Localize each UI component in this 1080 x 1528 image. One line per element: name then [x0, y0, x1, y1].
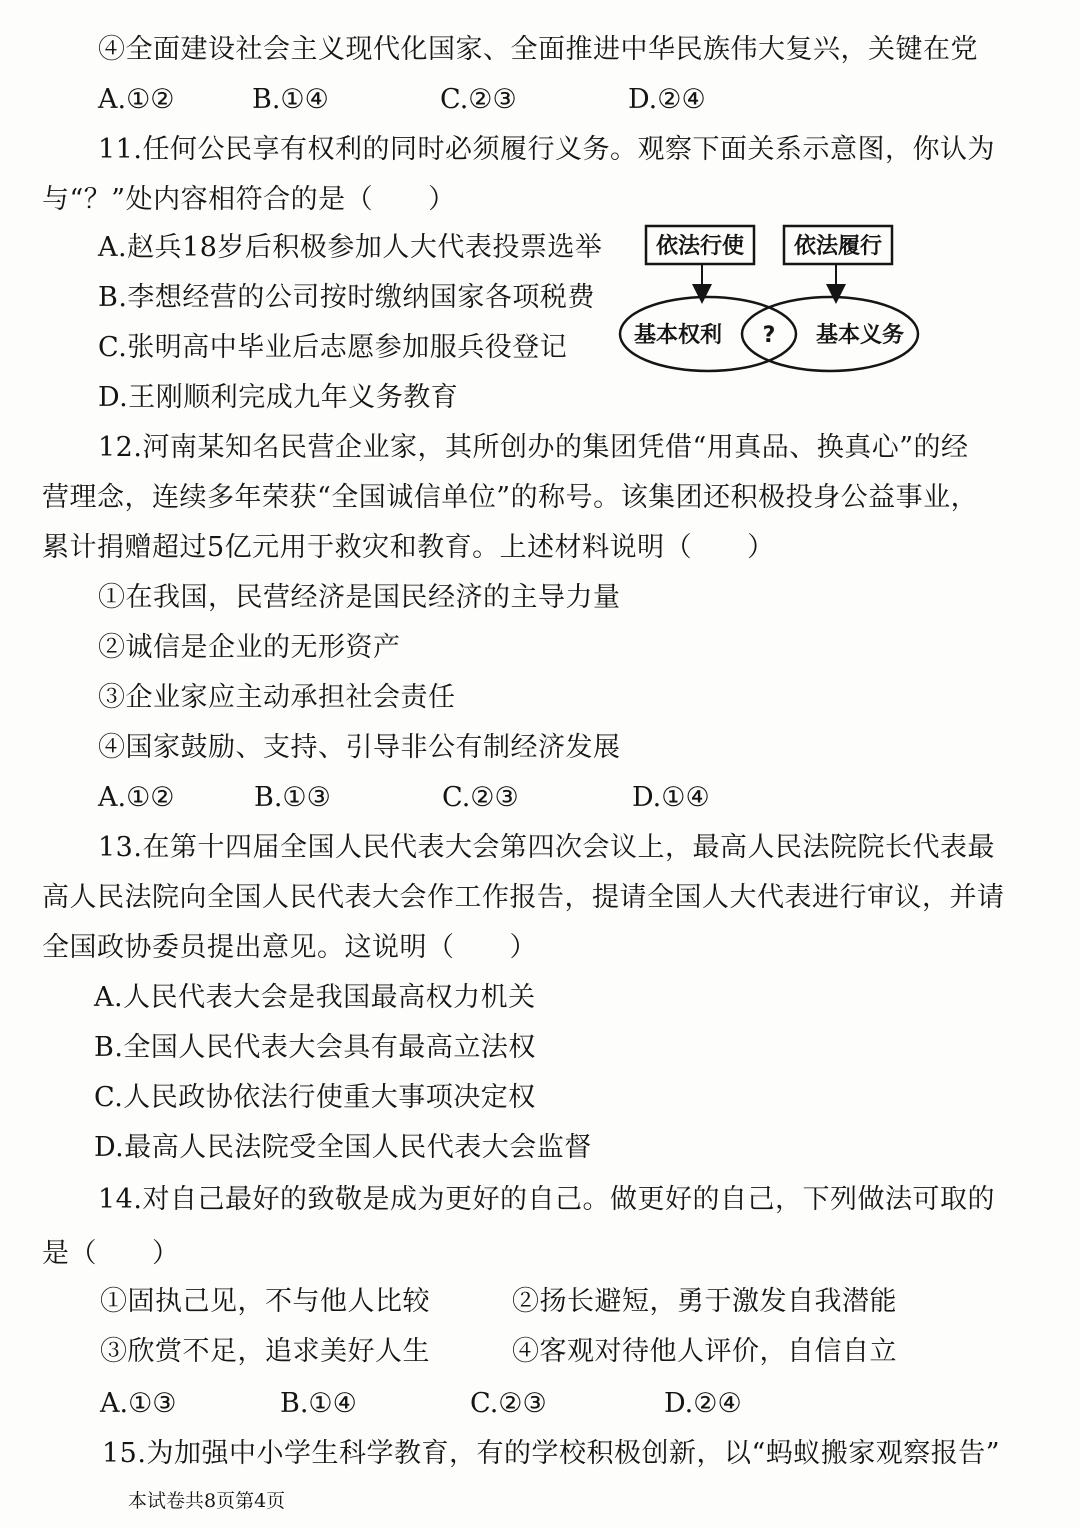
q14-stem-line-1: 14.对自己最好的致敬是成为更好的自己。做更好的自己，下列做法可取的 [98, 1184, 995, 1215]
q11-stem-line-2: 与“？”处内容相符合的是（ ） [42, 184, 456, 215]
q12-stem-line-1: 12.河南某知名民营企业家，其所创办的集团凭借“用真品、换真心”的经 [98, 432, 969, 463]
q12-option-d: D.①④ [632, 782, 710, 813]
q14-option-d: D.②④ [664, 1388, 742, 1419]
q14-option-c: C.②③ [470, 1388, 547, 1419]
q13-stem-line-1: 13.在第十四届全国人民代表大会第四次会议上，最高人民法院院长代表最 [98, 832, 995, 863]
q11-option-b: B.李想经营的公司按时缴纳国家各项税费 [98, 282, 595, 313]
ellipse-rights-label: 基本权利 [633, 323, 723, 348]
q14-item-3: ③欣赏不足，追求美好人生 [100, 1336, 430, 1367]
q15-stem-line-1: 15.为加强中小学生科学教育，有的学校积极创新，以“蚂蚁搬家观察报告” [102, 1438, 1001, 1469]
q11-option-a: A.赵兵18岁后积极参加人大代表投票选举 [98, 232, 603, 263]
q12-item-3: ③企业家应主动承担社会责任 [98, 682, 456, 713]
box-exercise-label: 依法行使 [655, 234, 745, 259]
q12-item-4: ④国家鼓励、支持、引导非公有制经济发展 [98, 732, 621, 763]
q13-option-c: C.人民政协依法行使重大事项决定权 [94, 1082, 536, 1113]
q12-stem-line-3: 累计捐赠超过5亿元用于救灾和教育。上述材料说明（ ） [42, 532, 775, 563]
q12-option-c: C.②③ [442, 782, 519, 813]
box-fulfill-label: 依法履行 [793, 234, 883, 259]
q14-item-4: ④客观对待他人评价，自信自立 [512, 1336, 897, 1367]
overlap-question-mark: ? [762, 323, 776, 348]
rights-duties-diagram [616, 220, 926, 380]
q13-option-b: B.全国人民代表大会具有最高立法权 [94, 1032, 536, 1063]
q13-option-a: A.人民代表大会是我国最高权力机关 [94, 982, 536, 1013]
q13-stem-line-2: 高人民法院向全国人民代表大会作工作报告，提请全国人大代表进行审议，并请 [42, 882, 1005, 913]
q12-item-1: ①在我国，民营经济是国民经济的主导力量 [98, 582, 621, 613]
q10-option-c: C.②③ [440, 84, 517, 115]
q12-stem-line-2: 营理念，连续多年荣获“全国诚信单位”的称号。该集团还积极投身公益事业， [42, 482, 979, 513]
q14-item-2: ②扬长避短，勇于激发自我潜能 [512, 1286, 897, 1317]
q14-option-b: B.①④ [280, 1388, 357, 1419]
q14-option-a: A.①③ [100, 1388, 177, 1419]
q14-item-1: ①固执己见，不与他人比较 [100, 1286, 430, 1317]
page-footer: 本试卷共8页第4页 [128, 1490, 286, 1512]
q10-option-a: A.①② [98, 84, 175, 115]
q11-option-d: D.王刚顺利完成九年义务教育 [98, 382, 459, 413]
q12-item-2: ②诚信是企业的无形资产 [98, 632, 401, 663]
ellipse-duties-label: 基本义务 [815, 323, 905, 348]
q10-option-b: B.①④ [252, 84, 329, 115]
q14-stem-line-2: 是（ ） [42, 1238, 180, 1269]
q12-option-a: A.①② [98, 782, 175, 813]
q13-stem-line-3: 全国政协委员提出意见。这说明（ ） [42, 932, 537, 963]
q12-option-b: B.①③ [254, 782, 331, 813]
q13-option-d: D.最高人民法院受全国人民代表大会监督 [94, 1132, 592, 1163]
q10-item-4: ④全面建设社会主义现代化国家、全面推进中华民族伟大复兴，关键在党 [98, 34, 978, 65]
q10-option-d: D.②④ [628, 84, 706, 115]
q11-stem-line-1: 11.任何公民享有权利的同时必须履行义务。观察下面关系示意图，你认为 [98, 134, 995, 165]
q11-option-c: C.张明高中毕业后志愿参加服兵役登记 [98, 332, 568, 363]
